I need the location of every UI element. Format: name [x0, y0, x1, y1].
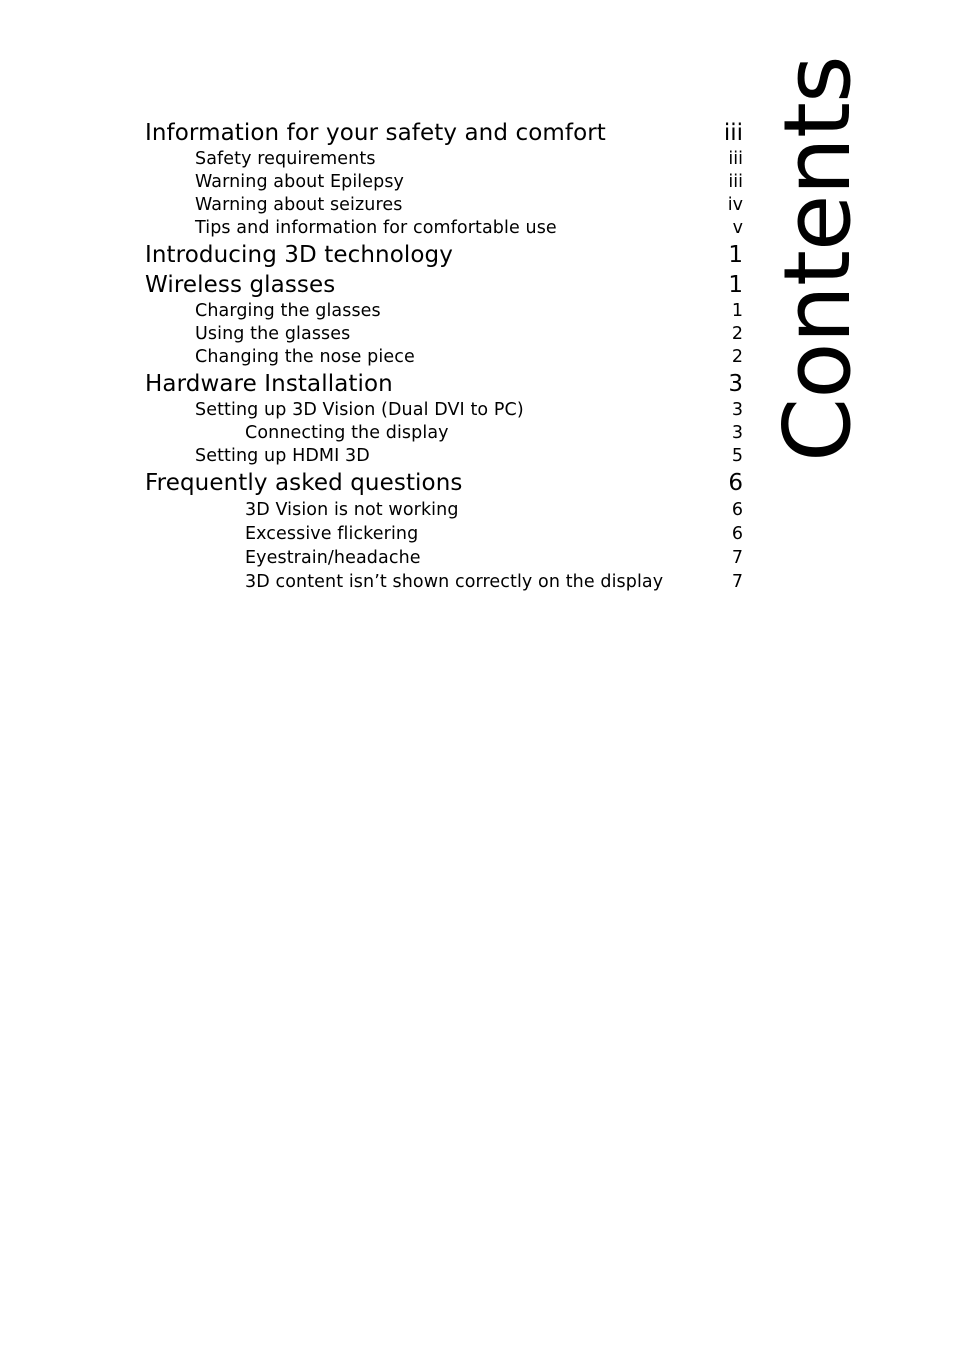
toc-entry-title: Warning about seizures	[195, 195, 403, 215]
toc-entry-title: Changing the nose piece	[195, 347, 415, 367]
toc-entry[interactable]	[145, 498, 743, 522]
toc-entry-page: 7	[731, 548, 743, 568]
toc-entry-page: 1	[728, 272, 743, 298]
toc-entry[interactable]	[145, 422, 743, 445]
toc-entry-page: iii	[723, 120, 743, 146]
toc-entry-title: 3D content isn’t shown correctly on the display	[245, 572, 664, 592]
table-of-contents	[145, 118, 743, 594]
toc-entry[interactable]	[145, 194, 743, 217]
toc-entry[interactable]	[145, 468, 743, 498]
toc-entry-title: Eyestrain/headache	[245, 548, 421, 568]
toc-entry[interactable]	[145, 445, 743, 468]
toc-entry-page: iv	[727, 195, 743, 215]
toc-entry-page: 5	[731, 446, 743, 466]
toc-entry-page: 2	[731, 347, 743, 367]
toc-entry-title: Hardware Installation	[145, 371, 393, 397]
toc-entry-page: 1	[731, 301, 743, 321]
toc-entry-title: Setting up 3D Vision (Dual DVI to PC)	[195, 400, 524, 420]
toc-entry-page: 1	[728, 242, 743, 268]
toc-entry-page: 3	[731, 423, 743, 443]
toc-entry[interactable]	[145, 546, 743, 570]
toc-entry[interactable]	[145, 323, 743, 346]
toc-entry[interactable]	[145, 399, 743, 422]
toc-entry-title: Connecting the display	[245, 423, 449, 443]
toc-entry-page: 3	[731, 400, 743, 420]
toc-entry-page: 6	[728, 470, 743, 496]
toc-entry-page: 6	[731, 524, 743, 544]
toc-entry-title: Setting up HDMI 3D	[195, 446, 370, 466]
toc-entry[interactable]	[145, 300, 743, 323]
toc-entry[interactable]	[145, 148, 743, 171]
toc-entry-title: Frequently asked questions	[145, 470, 463, 496]
toc-entry-page: iii	[728, 172, 743, 192]
toc-entry-page: 7	[731, 572, 743, 592]
toc-entry[interactable]	[145, 118, 743, 148]
toc-entry-title: Information for your safety and comfort	[145, 120, 606, 146]
toc-entry-title: Charging the glasses	[195, 301, 381, 321]
toc-entry-page: iii	[728, 149, 743, 169]
page-title-text: Contents	[764, 56, 871, 462]
toc-entry[interactable]	[145, 270, 743, 300]
toc-entry-page: 2	[731, 324, 743, 344]
toc-entry[interactable]	[145, 369, 743, 399]
toc-entry-title: Tips and information for comfortable use	[195, 218, 557, 238]
toc-entry-title: Using the glasses	[195, 324, 351, 344]
toc-entry-page: 6	[731, 500, 743, 520]
toc-entry-title: Excessive flickering	[245, 524, 419, 544]
toc-entry[interactable]	[145, 217, 743, 240]
toc-entry[interactable]	[145, 522, 743, 546]
toc-entry[interactable]	[145, 570, 743, 594]
toc-entry-title: Safety requirements	[195, 149, 376, 169]
toc-entry[interactable]	[145, 346, 743, 369]
toc-entry-page: v	[732, 218, 743, 238]
toc-entry[interactable]	[145, 171, 743, 194]
toc-entry-title: 3D Vision is not working	[245, 500, 459, 520]
toc-entry-title: Introducing 3D technology	[145, 242, 453, 268]
toc-entry-page: 3	[728, 371, 743, 397]
toc-entry-title: Wireless glasses	[145, 272, 336, 298]
toc-entry[interactable]	[145, 240, 743, 270]
page-title	[764, 56, 871, 462]
toc-entry-title: Warning about Epilepsy	[195, 172, 405, 192]
